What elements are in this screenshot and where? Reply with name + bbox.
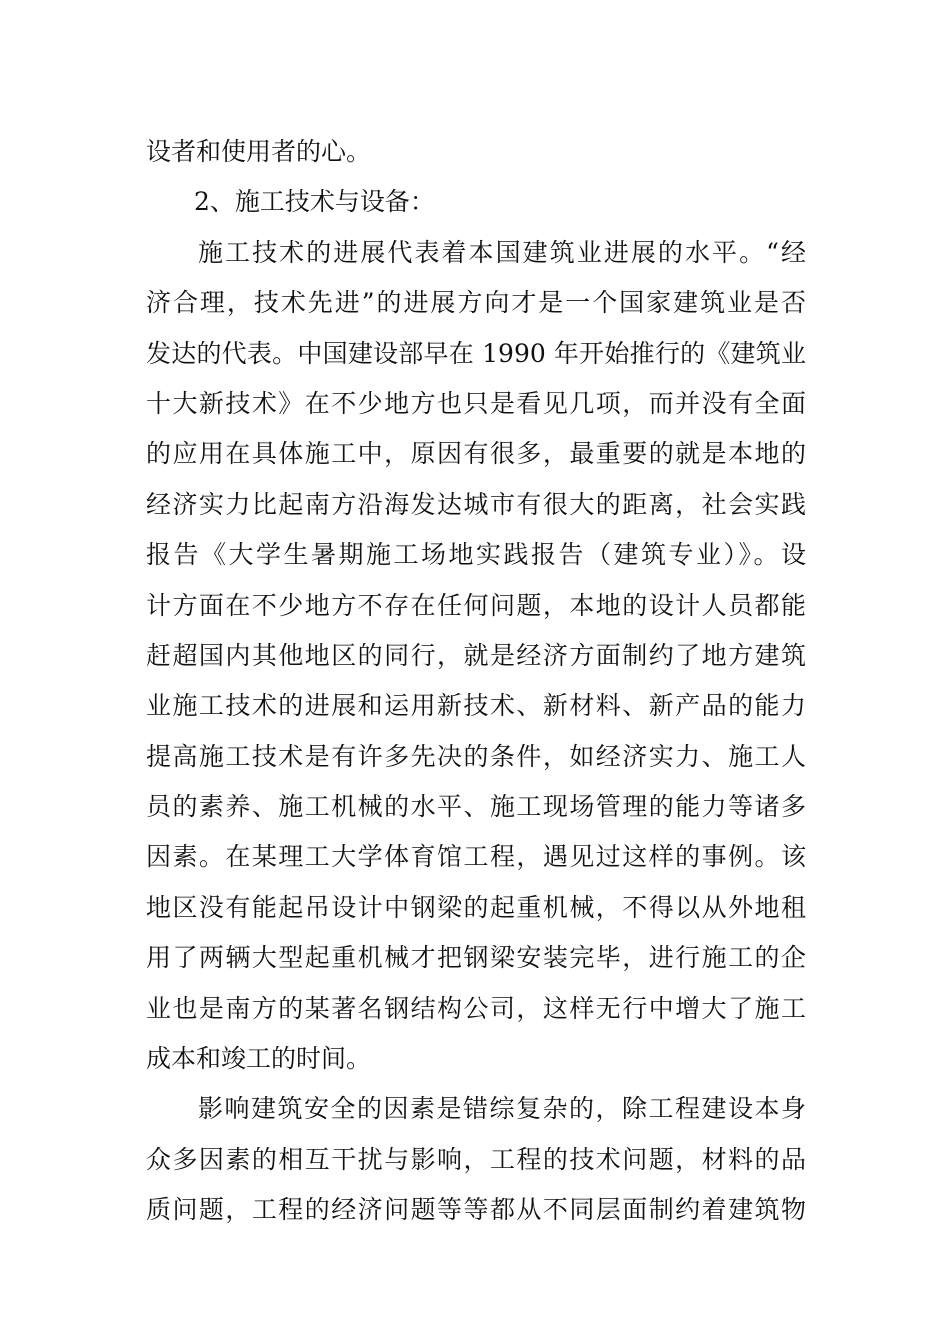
paragraph-construction-technology bbox=[146, 228, 806, 1085]
text-line: 施工技术的进展代表着本国建筑业进展的水平。“经 bbox=[198, 237, 806, 267]
text-line: 提高施工技术是有许多先决的条件，如经济实力、施工人 bbox=[146, 741, 806, 771]
text-line: 的应用在具体施工中，原因有很多，最重要的就是本地的 bbox=[146, 439, 806, 469]
text-line: 济合理，技术先进”的进展方向才是一个国家建筑业是否 bbox=[146, 288, 806, 318]
text-line: 赶超国内其他地区的同行，就是经济方面制约了地方建筑 bbox=[146, 640, 806, 670]
text-line: 经济实力比起南方沿海发达城市有很大的距离，社会实践 bbox=[146, 489, 806, 519]
text-line: 发达的代表。中国建设部早在 1990 年开始推行的《建筑业 bbox=[146, 338, 806, 368]
text-line: 业也是南方的某著名钢结构公司，这样无行中增大了施工 bbox=[146, 993, 806, 1023]
text-line: 设者和使用者的心。 bbox=[146, 137, 372, 166]
text-line: 因素。在某理工大学体育馆工程，遇见过这样的事例。该 bbox=[146, 842, 806, 872]
text-line: 用了两辆大型起重机械才把钢梁安装完毕，进行施工的企 bbox=[146, 943, 806, 973]
body-text bbox=[146, 127, 806, 1236]
text-line: 报告《大学生暑期施工场地实践报告（建筑专业）》。设 bbox=[146, 540, 806, 570]
text-line: 业施工技术的进展和运用新技术、新材料、新产品的能力 bbox=[146, 691, 806, 721]
text-line: 员的素养、施工机械的水平、施工现场管理的能力等诸多 bbox=[146, 792, 806, 822]
paragraph-continuation bbox=[146, 127, 806, 177]
text-line: 计方面在不少地方不存在任何问题，本地的设计人员都能 bbox=[146, 590, 806, 620]
text-line: 众多因素的相互干扰与影响，工程的技术问题，材料的品 bbox=[146, 1144, 806, 1174]
text-line: 影响建筑安全的因素是错综复杂的，除工程建设本身 bbox=[198, 1094, 806, 1124]
text-line: 地区没有能起吊设计中钢梁的起重机械，不得以从外地租 bbox=[146, 892, 806, 922]
text-line: 成本和竣工的时间。 bbox=[146, 1044, 372, 1074]
paragraph-safety-factors bbox=[146, 1084, 806, 1235]
heading-line: 2、施工技术与设备： bbox=[194, 187, 435, 217]
text-line: 质问题，工程的经济问题等等都从不同层面制约着建筑物 bbox=[146, 1195, 806, 1225]
section-heading bbox=[146, 177, 806, 227]
text-line: 十大新技术》在不少地方也只是看见几项，而并没有全面 bbox=[146, 388, 806, 418]
